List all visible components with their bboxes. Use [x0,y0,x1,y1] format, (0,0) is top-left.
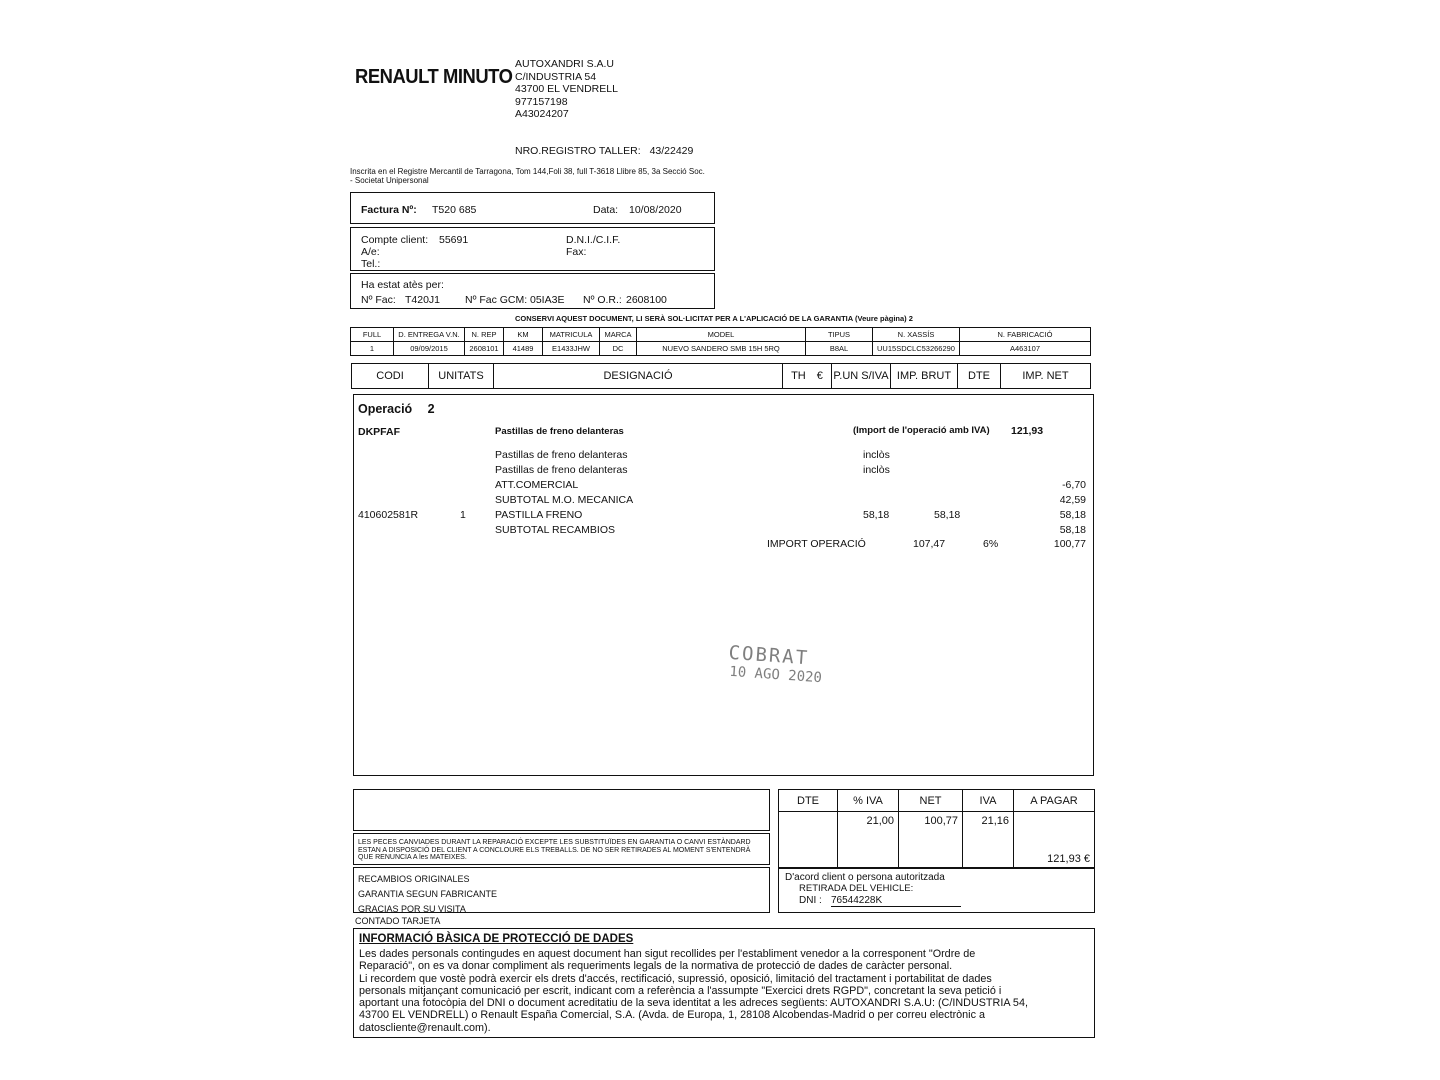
attended-label: Ha estat atès per: [361,279,444,291]
total-amount: 121,93 € [1047,853,1090,865]
line-desc: ATT.COMERCIAL [495,479,579,491]
invoice-date-label: Data: [593,204,619,216]
line-net: -6,70 [1062,479,1086,491]
registry-label: NRO.REGISTRO TALLER: [515,145,641,157]
vehicle-header: N. XASSÍS [873,328,960,342]
vehicle-value-row [351,342,1091,356]
stamp-line1: COBRAT [727,641,810,670]
col-unitats: UNITATS [429,364,494,389]
stamp-line2: 10 AGO 2020 [728,663,823,687]
totals-header-row [779,790,1095,812]
operation-box [353,394,1094,776]
company-name: AUTOXANDRI S.A.U [515,58,614,70]
totals-table [778,789,1095,868]
line-pun: inclòs [863,464,890,476]
privacy-title: INFORMACIÓ BÀSICA DE PROTECCIÓ DE DADES [359,933,634,945]
operation-summary [354,538,1092,553]
operation-title [358,402,435,416]
operation-import-value: 121,93 [1011,425,1044,437]
vehicle-value: 1 [351,342,394,356]
lines-header-table [351,363,1091,389]
line-brut: 58,18 [934,509,961,521]
or-value: 2608100 [626,294,667,306]
warranty-notice: CONSERVI AQUEST DOCUMENT, LI SERÀ SOL·LICITAT PER A L'APLICACIÓ DE LA GARANTIA (Veure pàgina) 2 [515,314,913,323]
col-codi: CODI [352,364,429,389]
client-account: 55691 [439,234,469,246]
signature-dni-label: DNI : [799,895,822,906]
client-ae-label: A/e: [361,246,380,258]
summary-label: IMPORT OPERACIÓ [767,538,866,550]
summary-dte: 6% [983,538,999,550]
company-street: C/INDUSTRIA 54 [515,70,597,83]
vehicle-header: MODEL [637,328,806,342]
gcm-value: 05IA3E [530,294,565,306]
or-label: Nº O.R.: [583,294,622,306]
col-th [783,364,832,389]
lines-header-row [352,364,1091,389]
totals-to-pay [1014,812,1095,868]
vehicle-header: FULL [351,328,394,342]
line-net: 42,59 [1059,494,1086,506]
col-currency: € [816,370,823,382]
vehicle-table [350,327,1091,356]
operation-title-label: Operació [358,402,413,416]
col-pun: P.UN S/IVA [832,364,891,389]
signature-dni: 76544228K [831,895,961,907]
vehicle-header: MARCA [600,328,637,342]
totals-header: NET [899,790,963,812]
operation-line [354,449,1092,464]
line-net: 58,18 [1059,509,1086,521]
privacy-line: personals mitjançant comunicació per escrit, indicant com a referència a l'assumpte "Exercici drets RGPD", concretant la seva petició i [359,984,1002,997]
company-logo: RENAULT MINUTO [355,66,513,88]
vehicle-value: 41489 [504,342,543,356]
company-city: 43700 EL VENDRELL [515,83,618,95]
vehicle-value: 2608101 [465,342,504,356]
col-dte: DTE [958,364,1001,389]
nfac-label: Nº Fac: [361,294,396,306]
vehicle-value: NUEVO SANDERO SMB 15H 5RQ [637,342,806,356]
line-desc: SUBTOTAL RECAMBIOS [495,524,615,536]
col-designacio: DESIGNACIÓ [494,364,783,389]
totals-value: 100,77 [899,812,963,868]
totals-header: A PAGAR [1014,790,1095,812]
line-pun: 58,18 [863,509,890,521]
parts-notice: LES PECES CANVIADES DURANT LA REPARACIÓ EXCEPTE LES SUBSTITUÏDES EN GARANTIA O CANVI ESTÀNDARD ESTAN A DISPOSICIÓ DEL CLIENT A CONCLOURE ELS TREBALLS. DE NO SER RETIRADES AL MOMENT S'ENTENDRÀ QUE RENUNCIA A les MATEIXES. [358,839,751,861]
totals-value: 21,16 [963,812,1014,868]
signature-line1: D'acord client o persona autoritzada [785,872,945,883]
notes-list [358,872,497,917]
line-desc: Pastillas de freno delanteras [495,449,628,461]
gcm-label: Nº Fac GCM: [465,294,528,306]
col-net: IMP. NET [1001,364,1091,389]
totals-header: DTE [779,790,838,812]
vehicle-value: B8AL [806,342,873,356]
privacy-line: aportant una fotocòpia del DNI o document acreditatiu de la seva identitat a les adreces següents: AUTOXANDRI S.A.U: (C/INDUSTRIA 54, [359,997,1028,1010]
invoice-number-box [350,192,715,224]
payment-method: CONTADO TARJETA [355,916,441,926]
mercantil-line2: - Societat Unipersonal [350,176,429,185]
line-desc: Pastillas de freno delanteras [495,464,628,476]
privacy-text [359,948,1028,1034]
mercantil-info [350,167,705,185]
privacy-line: Les dades personals contingudes en aquest document han sigut recollides per l'establiment venedor a la corresponent "Ordre de [359,948,976,960]
parts-notice-box [353,833,770,865]
vehicle-value: E1433JHW [543,342,600,356]
col-th-label: TH [791,370,806,382]
operation-line [354,524,1092,539]
client-account-label: Compte client: [361,234,429,246]
operation-import-label: (Import de l'operació amb IVA) [853,425,990,436]
line-desc: PASTILLA FRENO [495,509,583,521]
col-brut: IMP. BRUT [891,364,958,389]
registry-line [515,145,693,158]
vehicle-header: N. FABRICACIÓ [960,328,1091,342]
vehicle-header: KM [504,328,543,342]
summary-brut: 107,47 [913,538,946,550]
operation-line [354,509,1092,524]
privacy-line: 43700 EL VENDRELL) o Renault España Comercial, S.A. (Avda. de Europa, 1, 28108 Alcobendas-Madrid o per correu electrònic a [359,1009,985,1022]
privacy-box [353,928,1095,1038]
line-pun: inclòs [863,449,890,461]
signature-box [778,868,1095,913]
operation-line [354,494,1092,509]
privacy-line: datoscliente@renault.com). [359,1021,491,1034]
note-item: GARANTIA SEGUN FABRICANTE [358,889,498,899]
client-dni-label: D.N.I./C.I.F. [566,234,621,246]
totals-header: % IVA [838,790,899,812]
line-codi: 410602581R [358,509,419,521]
client-box [350,227,715,271]
client-fax-label: Fax: [566,246,587,258]
totals-value [779,812,838,868]
invoice-number: T520 685 [432,204,477,216]
vehicle-value: DC [600,342,637,356]
vehicle-header: N. REP [465,328,504,342]
paid-stamp [727,642,824,687]
totals-value: 21,00 [838,812,899,868]
summary-net: 100,77 [1053,538,1086,550]
registry-value: 43/22429 [649,145,694,157]
vehicle-header: MATRICULA [543,328,600,342]
operation-number: 2 [427,402,435,416]
company-cif: A43024207 [515,108,569,120]
client-tel-label: Tel.: [361,258,381,270]
vehicle-header: D. ENTREGA V.N. [394,328,465,342]
totals-value-row [779,812,1095,868]
attended-box [350,273,715,309]
line-net: 58,18 [1059,524,1086,536]
vehicle-header-row [351,328,1091,342]
signature-line2: RETIRADA DEL VEHICLE: [799,883,914,894]
line-units: 1 [460,509,466,521]
blank-box [353,789,770,831]
vehicle-value: UU15SDCLC53266290 [873,342,960,356]
vehicle-value: 09/09/2015 [394,342,465,356]
mercantil-line1: Inscrita en el Registre Mercantil de Tarragona, Tom 144,Foli 38, full T-3618 Llibre 85, 3a Secció Soc. [350,167,705,176]
operation-description: Pastillas de freno delanteras [495,426,624,437]
invoice-number-label: Factura Nº: [361,204,417,216]
operation-code: DKPFAF [358,426,400,438]
invoice-date: 10/08/2020 [629,204,682,216]
note-item: GRACIAS POR SU VISITA [358,904,466,914]
operation-line [354,479,1092,494]
privacy-line: Li recordem que vostè podrà exercir els drets d'accés, rectificació, supressió, oposició, limitació del tractament i portabilitat de dades [359,972,992,985]
note-item: RECAMBIOS ORIGINALES [358,874,470,884]
nfac-value: T420J1 [405,294,441,306]
company-phone: 977157198 [515,95,568,108]
vehicle-value: A463107 [960,342,1091,356]
vehicle-header: TIPUS [806,328,873,342]
operation-line [354,464,1092,479]
privacy-line: Reparació", on es va donar compliment als requeriments legals de la normativa de protecció de dades de caràcter personal. [359,960,953,973]
company-address [515,58,618,121]
notes-box [353,867,770,913]
totals-header: IVA [963,790,1014,812]
line-desc: SUBTOTAL M.O. MECANICA [495,494,634,506]
